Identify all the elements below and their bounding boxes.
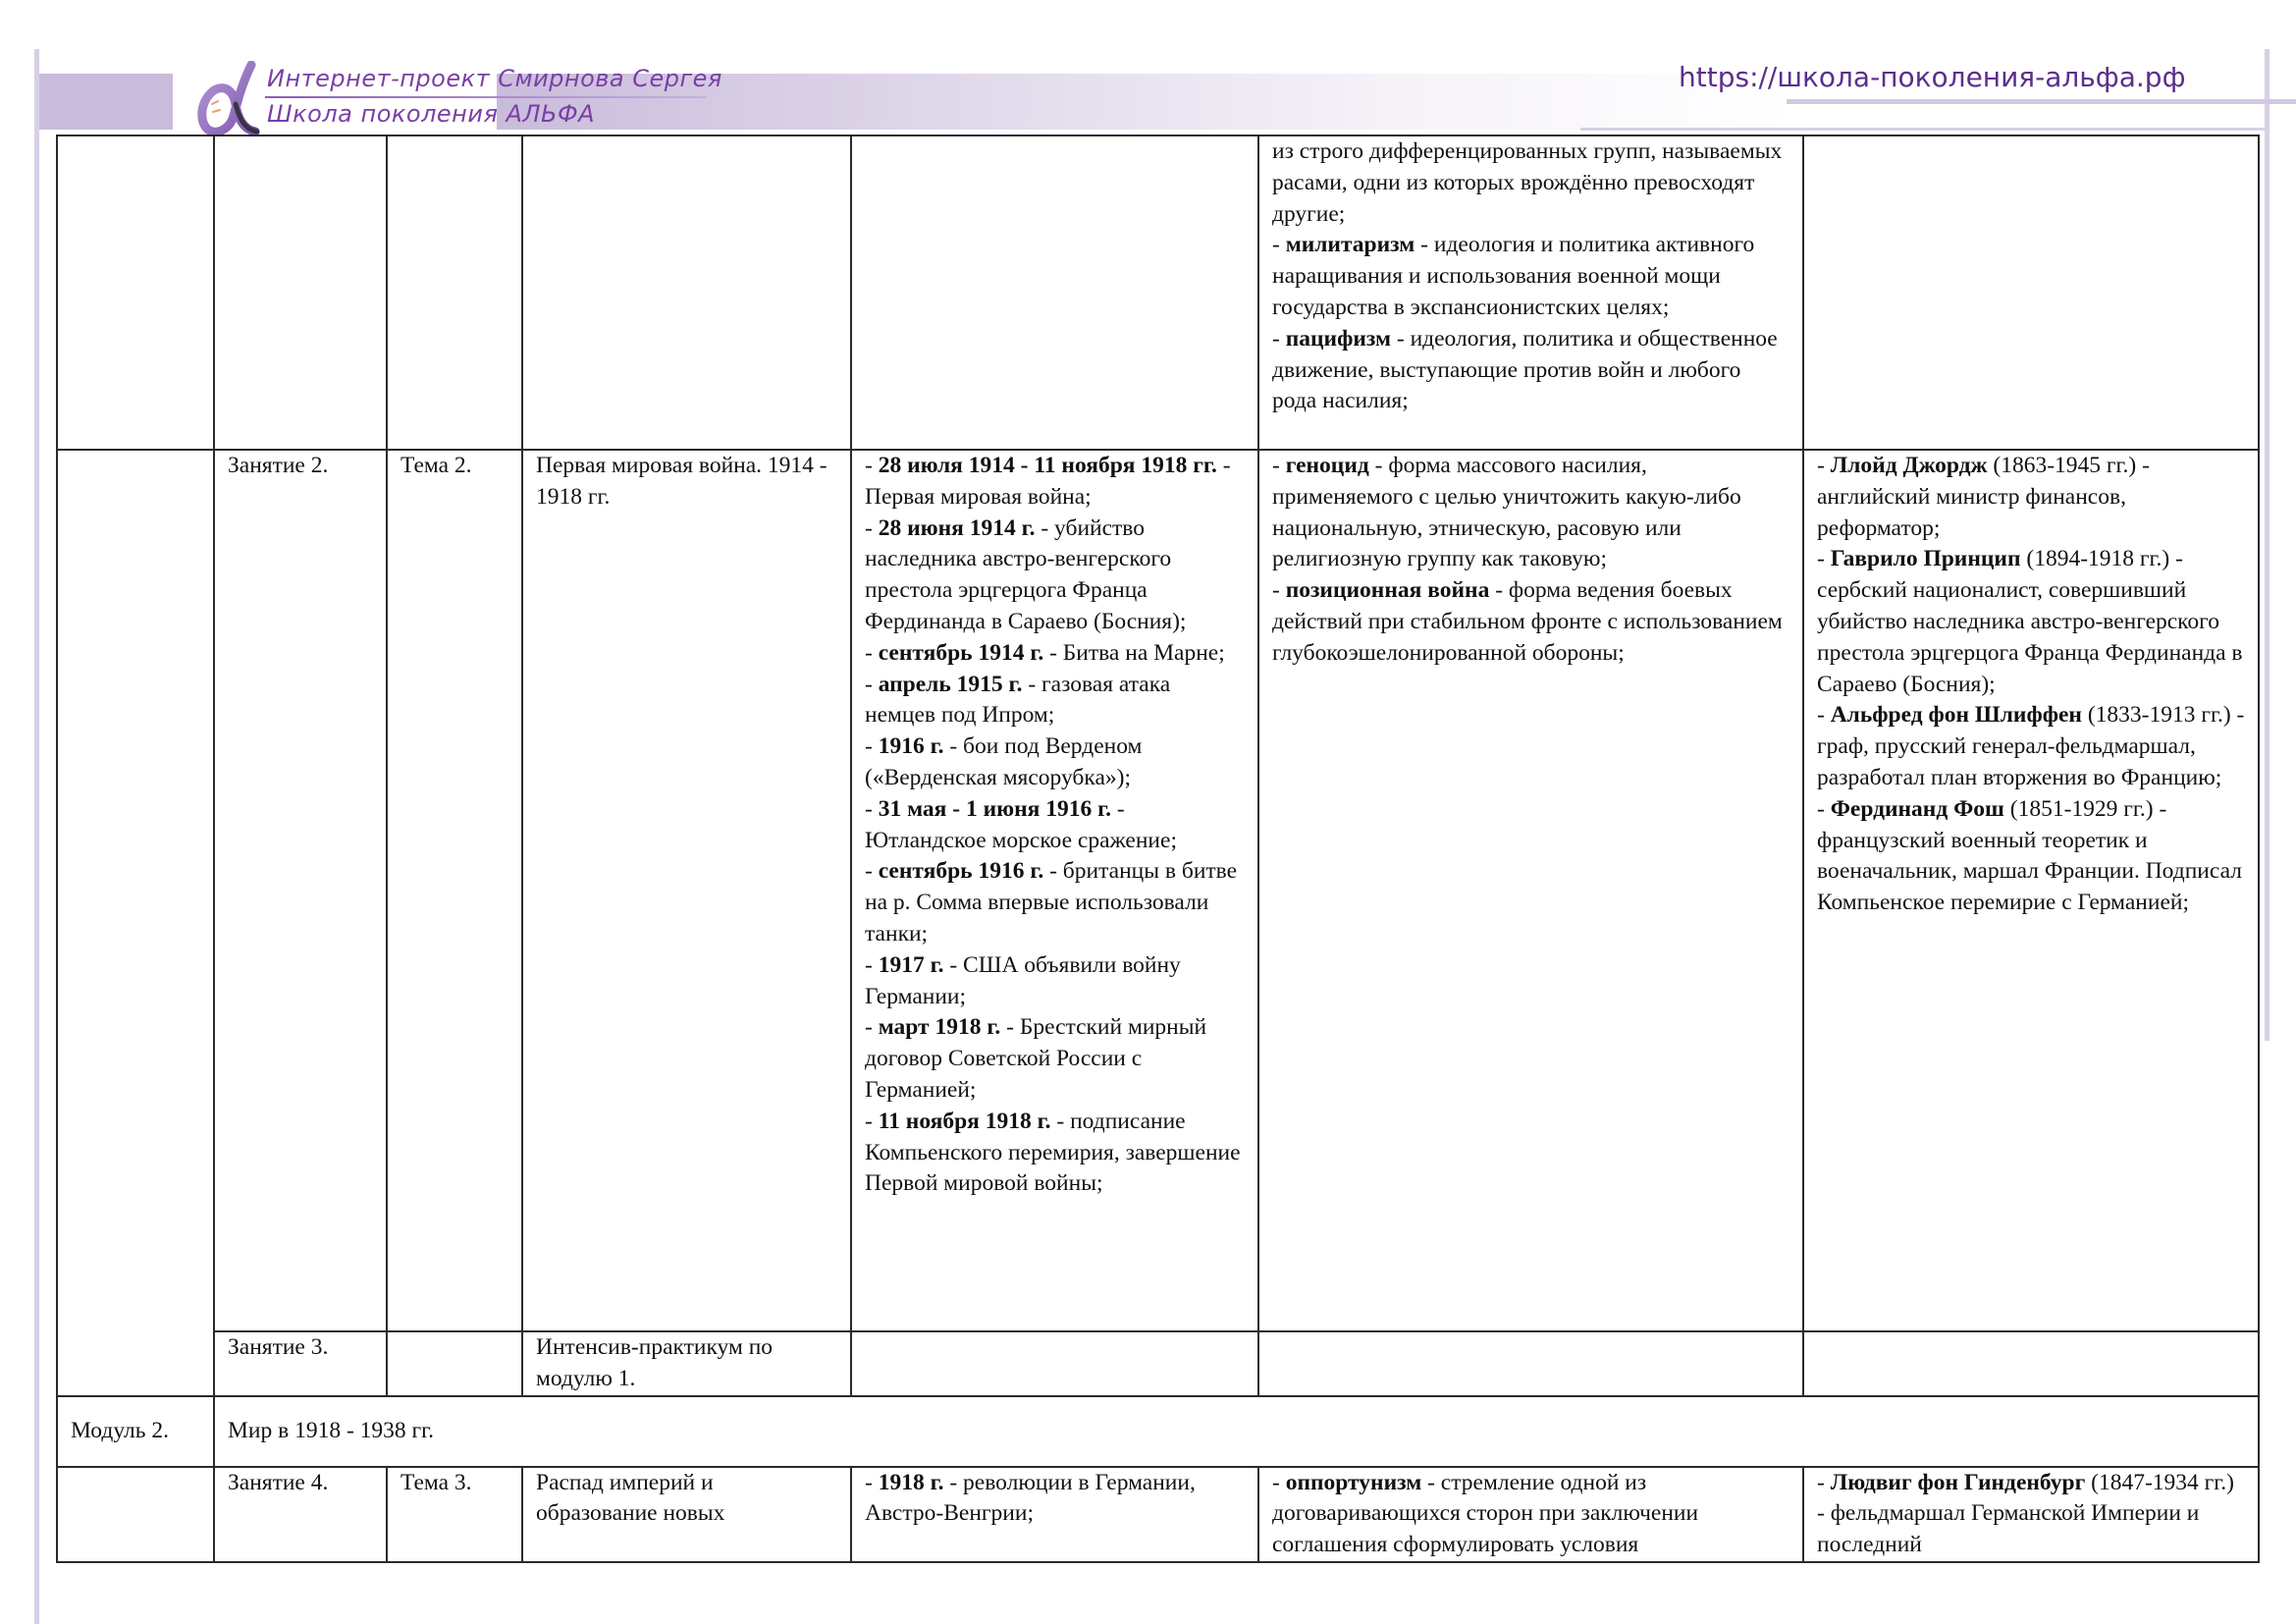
cell-title <box>522 135 851 450</box>
concept-text: - идеология и политика активного наращивания и использования военной мощи государства в экспансионистских целях; <box>1272 232 1755 320</box>
logo-title: Интернет-проект Смирнова Сергея <box>267 65 722 92</box>
cell-persons <box>1803 450 2259 1331</box>
table-row-continued <box>57 135 2259 450</box>
date-item: - 1917 г. - США объявили войну Германии; <box>865 951 1181 1009</box>
cell-title: Интенсив-практикум по модулю 1. <box>522 1331 851 1396</box>
date-label: 1917 г. <box>878 951 944 978</box>
concept-text: - форма массового насилия, применяемого с целью уничтожить какую-либо национальную, этническую, расовую или религиозную группу как таковую; <box>1272 453 1741 572</box>
date-item: - 1916 г. - бои под Верденом («Верденская мясорубка»); <box>865 733 1143 790</box>
person-item: - Фердинанд Фош (1851-1929 гг.) - французский военный теоретик и военачальник, маршал Франции. Подписал Компьенское перемирие с Германией; <box>1817 795 2242 916</box>
date-label: 28 июня 1914 г. <box>878 514 1036 541</box>
cell-concepts <box>1258 135 1803 450</box>
date-text: - британцы в битве на р. Сомма впервые использовали танки; <box>865 858 1238 947</box>
concept-term: оппортунизм <box>1285 1469 1422 1495</box>
cell-concepts <box>1258 1331 1803 1396</box>
concept-text: - идеология, политика и общественное движение, выступающие против войн и любого рода насилия; <box>1272 325 1778 414</box>
date-item: - 31 мая - 1 июня 1916 г. - Ютландское морское сражение; <box>865 795 1177 853</box>
logo-subtitle: Школа поколения АЛЬФА <box>267 100 596 128</box>
cell-title: Первая мировая война. 1914 - 1918 гг. <box>522 450 851 1331</box>
right-margin-rule <box>2265 49 2269 1041</box>
table-row-module-2 <box>57 1396 2259 1467</box>
header-band-left <box>39 74 173 130</box>
person-item: - Людвиг фон Гинденбург (1847-1934 гг.) - фельдмаршал Германской Империи и последний <box>1817 1469 2234 1558</box>
person-text: (1847-1934 гг.) - фельдмаршал Германской Империи и последний <box>1817 1469 2234 1558</box>
alpha-logo-icon <box>194 61 267 135</box>
date-item: - 1918 г. - революции в Германии, Австро-Венгрии; <box>865 1469 1196 1527</box>
concept-item: - пацифизм - идеология, политика и общественное движение, выступающие против войн и любого рода насилия; <box>1272 325 1778 414</box>
date-item: - 28 июня 1914 г. - убийство наследника австро-венгерского престола эрцгерцога Франца Фердинанда в Сараево (Босния); <box>865 514 1187 634</box>
cell-module <box>57 450 214 1396</box>
person-item: - Ллойд Джордж (1863-1945 гг.) - английский министр финансов, реформатор; <box>1817 453 2150 541</box>
date-label: 28 июля 1914 - 11 ноября 1918 гг. <box>878 453 1217 478</box>
date-label: 11 ноября 1918 г. <box>878 1108 1051 1134</box>
cell-dates <box>851 135 1258 450</box>
date-text: - бои под Верденом («Верденская мясорубка»); <box>865 733 1143 790</box>
cell-concepts <box>1258 1467 1803 1562</box>
table-row-lesson-3 <box>57 1331 2259 1396</box>
date-label: март 1918 г. <box>878 1014 1001 1041</box>
date-text: - Ютландское морское сражение; <box>865 795 1177 853</box>
cell-topic: Тема 2. <box>387 450 522 1331</box>
person-name: Фердинанд Фош <box>1830 795 2004 822</box>
cell-lesson: Занятие 3. <box>214 1331 387 1396</box>
logo-divider <box>265 96 707 98</box>
date-text: - Брестский мирный договор Советской России с Германией; <box>865 1014 1207 1103</box>
date-label: 31 мая - 1 июня 1916 г. <box>878 795 1111 822</box>
cell-module <box>57 135 214 450</box>
date-item: - 28 июля 1914 - 11 ноября 1918 гг. - Первая мировая война; <box>865 453 1231 510</box>
header-band-underline <box>1580 128 2268 131</box>
concept-term: милитаризм <box>1285 232 1415 258</box>
cell-lesson <box>214 135 387 450</box>
date-text: - газовая атака немцев под Ипром; <box>865 671 1171 729</box>
date-item: - сентябрь 1916 г. - британцы в битве на р. Сомма впервые использовали танки; <box>865 858 1238 947</box>
cell-lesson: Занятие 4. <box>214 1467 387 1562</box>
header-right-rule <box>1787 99 2296 104</box>
cell-lesson: Занятие 2. <box>214 450 387 1331</box>
date-label: сентябрь 1916 г. <box>878 858 1044 885</box>
cell-dates <box>851 450 1258 1331</box>
date-text: - Битва на Марне; <box>1043 639 1225 666</box>
cell-persons <box>1803 1331 2259 1396</box>
cell-persons <box>1803 1467 2259 1562</box>
course-plan-table <box>56 135 2260 1563</box>
person-text: (1833-1913 гг.) - граф, прусский генерал-фельдмаршал, разработал план вторжения во Францию; <box>1817 702 2245 790</box>
concept-item: - позиционная война - форма ведения боевых действий при стабильном фронте с использованием глубокоэшелонированной обороны; <box>1272 577 1783 666</box>
cell-dates <box>851 1331 1258 1396</box>
concept-text: - стремление одной из договаривающихся сторон при заключении соглашения сформулировать условия <box>1272 1469 1699 1558</box>
date-text: - революции в Германии, Австро-Венгрии; <box>865 1469 1196 1527</box>
date-text: - Первая мировая война; <box>865 453 1231 510</box>
module-title: Мир в 1918 - 1938 гг. <box>214 1396 2259 1467</box>
person-item: - Гаврило Принцип (1894-1918 гг.) - сербский националист, совершивший убийство наследника австро-венгерского престола эрцгерцога Франца Фердинанда в Сараево (Босния); <box>1817 546 2243 697</box>
cell-title: Распад империй и образование новых <box>522 1467 851 1562</box>
date-item: - сентябрь 1914 г. - Битва на Марне; <box>865 639 1225 666</box>
cell-topic: Тема 3. <box>387 1467 522 1562</box>
person-text: (1863-1945 гг.) - английский министр финансов, реформатор; <box>1817 453 2150 541</box>
person-text: (1851-1929 гг.) - французский военный теоретик и военачальник, маршал Франции. Подписал Компьенское перемирие с Германией; <box>1817 795 2242 916</box>
concept-term: геноцид <box>1285 453 1369 478</box>
cell-persons <box>1803 135 2259 450</box>
left-margin-rule <box>34 49 39 1624</box>
cell-concepts <box>1258 450 1803 1331</box>
person-text: (1894-1918 гг.) - сербский националист, совершивший убийство наследника австро-венгерского престола эрцгерцога Франца Фердинанда в Сараево (Босния); <box>1817 546 2243 697</box>
concept-term: пацифизм <box>1285 325 1391 352</box>
date-label: 1916 г. <box>878 733 944 760</box>
concept-text: - форма ведения боевых действий при стабильном фронте с использованием глубокоэшелонированной обороны; <box>1272 577 1783 666</box>
site-url-link[interactable]: https://школа-поколения-альфа.рф <box>1679 61 2186 93</box>
person-name: Людвиг фон Гинденбург <box>1830 1469 2086 1495</box>
cell-topic <box>387 1331 522 1396</box>
concept-item: - милитаризм - идеология и политика активного наращивания и использования военной мощи государства в экспансионистских целях; <box>1272 232 1755 320</box>
concept-term: позиционная война <box>1285 577 1490 604</box>
table-row-lesson-2 <box>57 450 2259 1331</box>
cell-module: Модуль 2. <box>57 1396 214 1467</box>
person-name: Гаврило Принцип <box>1830 546 2021 572</box>
date-label: 1918 г. <box>878 1469 944 1495</box>
concept-item <box>1272 136 1789 230</box>
cell-module <box>57 1467 214 1562</box>
person-name: Ллойд Джордж <box>1830 453 1988 478</box>
site-logo[interactable] <box>194 61 724 135</box>
date-text: - США объявили войну Германии; <box>865 951 1181 1009</box>
date-label: сентябрь 1914 г. <box>878 639 1044 666</box>
cell-dates <box>851 1467 1258 1562</box>
person-item: - Альфред фон Шлиффен (1833-1913 гг.) - граф, прусский генерал-фельдмаршал, разработал план вторжения во Францию; <box>1817 702 2245 790</box>
date-item: - 11 ноября 1918 г. - подписание Компьенского перемирия, завершение Первой мировой войны; <box>865 1108 1241 1197</box>
person-name: Альфред фон Шлиффен <box>1830 702 2082 729</box>
date-item: - апрель 1915 г. - газовая атака немцев под Ипром; <box>865 671 1171 729</box>
date-text: - убийство наследника австро-венгерского престола эрцгерцога Франца Фердинанда в Сараево (Босния); <box>865 514 1187 634</box>
concept-item: - оппортунизм - стремление одной из договаривающихся сторон при заключении соглашения сформулировать условия <box>1272 1469 1699 1558</box>
table-row-lesson-4 <box>57 1467 2259 1562</box>
concept-item: - геноцид - форма массового насилия, применяемого с целью уничтожить какую-либо национальную, этническую, расовую или религиозную группу как таковую; <box>1272 453 1741 572</box>
date-label: апрель 1915 г. <box>878 671 1023 697</box>
date-text: - подписание Компьенского перемирия, завершение Первой мировой войны; <box>865 1108 1241 1197</box>
date-item: - март 1918 г. - Брестский мирный договор Советской России с Германией; <box>865 1014 1207 1103</box>
concept-text: из строго дифференцированных групп, называемых расами, одни из которых врождённо превосходят другие; <box>1272 138 1783 227</box>
cell-topic <box>387 135 522 450</box>
